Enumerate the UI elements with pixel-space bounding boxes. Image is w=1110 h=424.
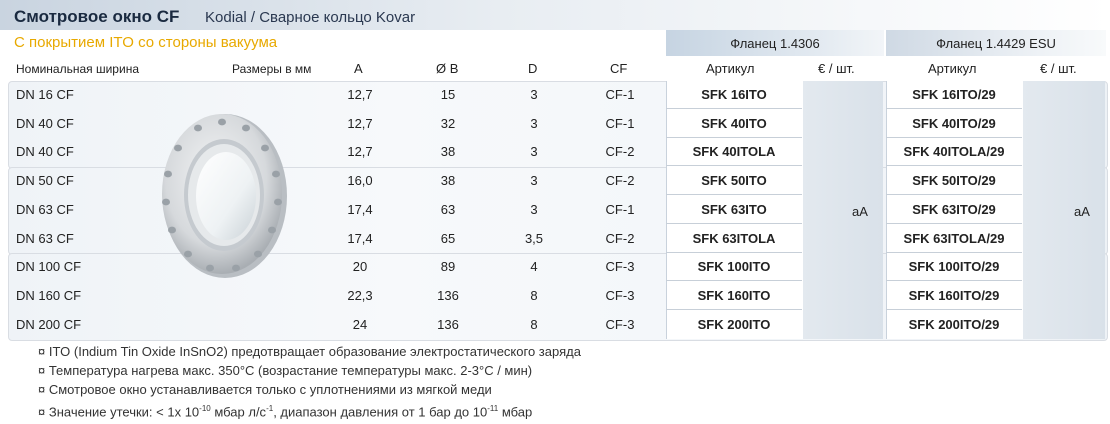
col-header-article-1: Артикул: [706, 61, 755, 76]
dimension-a-cell: 24: [352, 316, 368, 332]
table-row: [0, 110, 1110, 138]
col-header-article-2: Артикул: [928, 61, 977, 76]
nominal-width-cell: DN 160 CF: [16, 287, 82, 303]
article-2-cell: SFK 63ITOLA/29: [903, 230, 1005, 246]
article-2-cell: SFK 16ITO/29: [912, 87, 996, 102]
page-subtitle: Kodial / Сварное кольцо Kovar: [205, 9, 416, 26]
dimension-b-cell: 38: [440, 173, 456, 189]
table-row: [0, 81, 1110, 109]
dimension-a-cell: 17,4: [347, 230, 373, 246]
table-row: [0, 253, 1110, 281]
note-temperature: ¤ Температура нагрева макс. 350°C (возрастание температуры макс. 2-3°C / мин): [38, 363, 533, 378]
article-2-cell: SFK 40ITO/29: [912, 115, 996, 131]
col-header-cf: CF: [610, 61, 628, 76]
article-2-cell: SFK 100ITO/29: [908, 259, 1000, 275]
notes-list: [38, 342, 581, 421]
dimension-d-cell: 3: [530, 87, 538, 102]
article-2-cell: SFK 40ITOLA/29: [903, 144, 1005, 160]
article-1-cell: SFK 40ITO: [701, 115, 767, 131]
price-value-1: aA: [852, 204, 868, 219]
note-leak-rate: ¤ Значение утечки: < 1x $10^{-10}$ мбар $л/с^{-1}$, диапазон давления от 1 бар до $10^{-11}$ мбар: [38, 404, 533, 420]
col-header-dims: Размеры в мм: [232, 62, 312, 76]
dimension-d-cell: 8: [530, 287, 538, 303]
table-row: [0, 167, 1110, 195]
cf-type-cell: CF-2: [605, 173, 635, 189]
article-1-cell: SFK 16ITO: [701, 87, 767, 102]
nominal-width-cell: DN 100 CF: [16, 259, 82, 275]
table-row: [0, 138, 1110, 166]
article-1-cell: SFK 200ITO: [697, 316, 771, 332]
dimension-b-cell: 15: [440, 87, 456, 102]
dimension-b-cell: 136: [437, 316, 459, 332]
cf-type-cell: CF-1: [605, 87, 635, 102]
dimension-b-cell: 32: [440, 115, 456, 131]
col-header-nominal: Номинальная ширина: [16, 62, 139, 76]
dimension-b-cell: 65: [440, 230, 456, 246]
dimension-a-cell: 20: [352, 259, 368, 275]
note-seal: ¤ Смотровое окно устанавливается только с уплотнениями из мягкой меди: [38, 382, 492, 397]
table-row: [0, 282, 1110, 310]
note-ito: ¤ ITO (Indium Tin Oxide InSnO2) предотвращает образование электростатического заряда: [38, 344, 581, 359]
dimension-d-cell: 3: [530, 144, 538, 160]
dimension-a-cell: 12,7: [347, 87, 373, 102]
dimension-a-cell: 12,7: [347, 144, 373, 160]
article-1-cell: SFK 40ITOLA: [692, 144, 776, 160]
flange-header-1: Фланец 1.4306: [666, 30, 884, 56]
nominal-width-cell: DN 16 CF: [16, 87, 74, 102]
dimension-a-cell: 12,7: [347, 115, 373, 131]
article-1-cell: SFK 63ITOLA: [692, 230, 776, 246]
article-2-cell: SFK 200ITO/29: [908, 316, 1000, 332]
col-header-price-1: € / шт.: [818, 61, 855, 76]
cf-type-cell: CF-2: [605, 144, 635, 160]
header-bar: [0, 0, 1110, 30]
dimension-d-cell: 3: [530, 201, 538, 217]
table-row: [0, 225, 1110, 253]
col-header-a: A: [354, 61, 363, 76]
cf-type-cell: CF-3: [605, 316, 635, 332]
nominal-width-cell: DN 40 CF: [16, 144, 74, 160]
cf-type-cell: CF-1: [605, 201, 635, 217]
dimension-a-cell: 22,3: [347, 287, 373, 303]
col-header-d: D: [528, 61, 538, 76]
cf-type-cell: CF-1: [605, 115, 635, 131]
article-2-cell: SFK 63ITO/29: [912, 201, 996, 217]
article-1-cell: SFK 160ITO: [697, 287, 771, 303]
dimension-b-cell: 63: [440, 201, 456, 217]
article-2-cell: SFK 160ITO/29: [908, 287, 1000, 303]
dimension-d-cell: 3: [530, 173, 538, 189]
flange-header-2: Фланец 1.4429 ESU: [886, 30, 1106, 56]
dimension-a-cell: 16,0: [347, 173, 373, 189]
cf-type-cell: CF-3: [605, 287, 635, 303]
dimension-b-cell: 38: [440, 144, 456, 160]
dimension-b-cell: 136: [437, 287, 459, 303]
nominal-width-cell: DN 50 CF: [16, 173, 74, 189]
article-2-cell: SFK 50ITO/29: [912, 173, 996, 189]
article-1-cell: SFK 63ITO: [701, 201, 767, 217]
nominal-width-cell: DN 200 CF: [16, 316, 82, 332]
dimension-d-cell: 3,5: [524, 230, 544, 246]
article-1-cell: SFK 50ITO: [701, 173, 767, 189]
ito-coating-line: С покрытием ITO со стороны вакуума: [14, 34, 278, 51]
col-header-b: Ø B: [436, 61, 459, 76]
dimension-d-cell: 3: [530, 115, 538, 131]
cf-type-cell: CF-3: [605, 259, 635, 275]
col-header-price-2: € / шт.: [1040, 61, 1077, 76]
dimension-a-cell: 17,4: [347, 201, 373, 217]
table-row: [0, 196, 1110, 224]
table-row: [0, 311, 1110, 339]
dimension-d-cell: 8: [530, 316, 538, 332]
article-1-cell: SFK 100ITO: [697, 259, 771, 275]
dimension-d-cell: 4: [530, 259, 538, 275]
page-title: Смотровое окно CF: [14, 7, 180, 26]
nominal-width-cell: DN 63 CF: [16, 201, 74, 217]
cf-type-cell: CF-2: [605, 230, 635, 246]
price-value-2: aA: [1074, 204, 1090, 219]
nominal-width-cell: DN 40 CF: [16, 115, 74, 131]
nominal-width-cell: DN 63 CF: [16, 230, 74, 246]
dimension-b-cell: 89: [440, 259, 456, 275]
